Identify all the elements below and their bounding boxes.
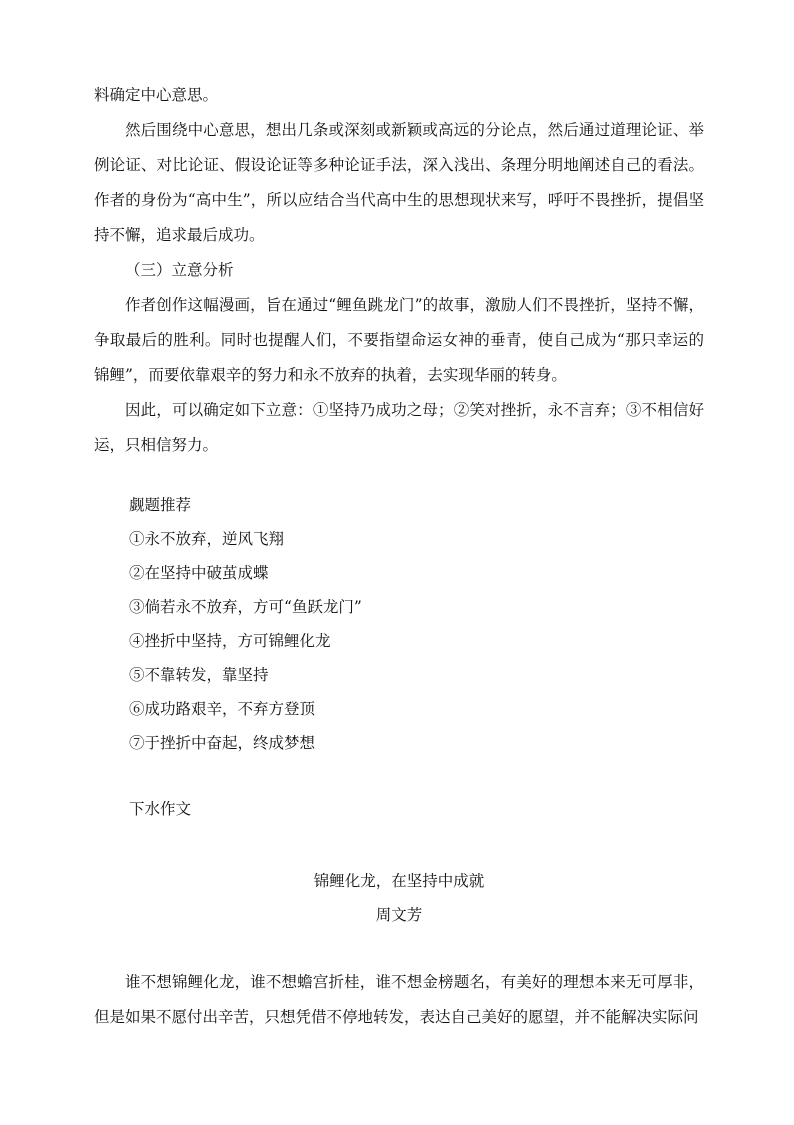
title-recommendation-item: ④挫折中坚持，方可锦鲤化龙 [129,632,331,650]
title-recommendation-item: ⑦于挫折中奋起，终成梦想 [129,734,316,752]
title-recommendation-item: ⑥成功路艰辛，不弃方登顶 [129,700,316,718]
title-recommendation-item: ⑤不靠转发，靠坚持 [129,666,269,684]
essay-paragraph: 谁不想锦鲤化龙，谁不想蟾宫折桂，谁不想金榜题名，有美好的理想本来无可厚非，但是如果不愿付出辛苦，只想凭借不停地转发，表达自己美好的愿望，并不能解决实际问 [94,973,704,1026]
paragraph-intent-analysis: 作者创作这幅漫画，旨在通过“鲤鱼跳龙门”的故事，激励人们不畏挫折，坚持不懈，争取最后的胜利。同时也提醒人们，不要指望命运女神的垂青，使自己成为“那只幸运的锦鲤”，而要依靠艰辛的努力和永不放弃的执着，去实现华丽的转身。 [94,296,704,384]
paragraph-continuation: 料确定中心意思。 [94,86,219,104]
paragraph-conclusion-intents: 因此，可以确定如下立意：①坚持乃成功之母；②笑对挫折，永不言弃；③不相信好运，只相信努力。 [94,401,704,454]
title-recommendation-item: ①永不放弃，逆风飞翔 [129,530,285,548]
essay-title: 锦鲤化龙，在坚持中成就 [313,872,485,890]
paragraph-argument-method: 然后围绕中心意思，想出几条或深刻或新颖或高远的分论点，然后通过道理论证、举例论证、对比论证、假设论证等多种论证手法，深入浅出、条理分明地阐述自己的看法。作者的身份为“高中生”，所以应结合当代高中生的思想现状来写，呼吁不畏挫折，提倡坚持不懈，追求最后成功。 [94,121,704,244]
title-recommendation-item: ③倘若永不放弃，方可“鱼跃龙门” [129,598,362,616]
title-recommendations-heading: 觑题推荐 [129,496,192,514]
section-heading-intent-analysis: （三）立意分析 [125,261,234,279]
essay-author: 周文芳 [375,906,423,924]
sample-essay-label: 下水作文 [129,800,192,818]
title-recommendation-item: ②在坚持中破茧成蝶 [129,564,269,582]
